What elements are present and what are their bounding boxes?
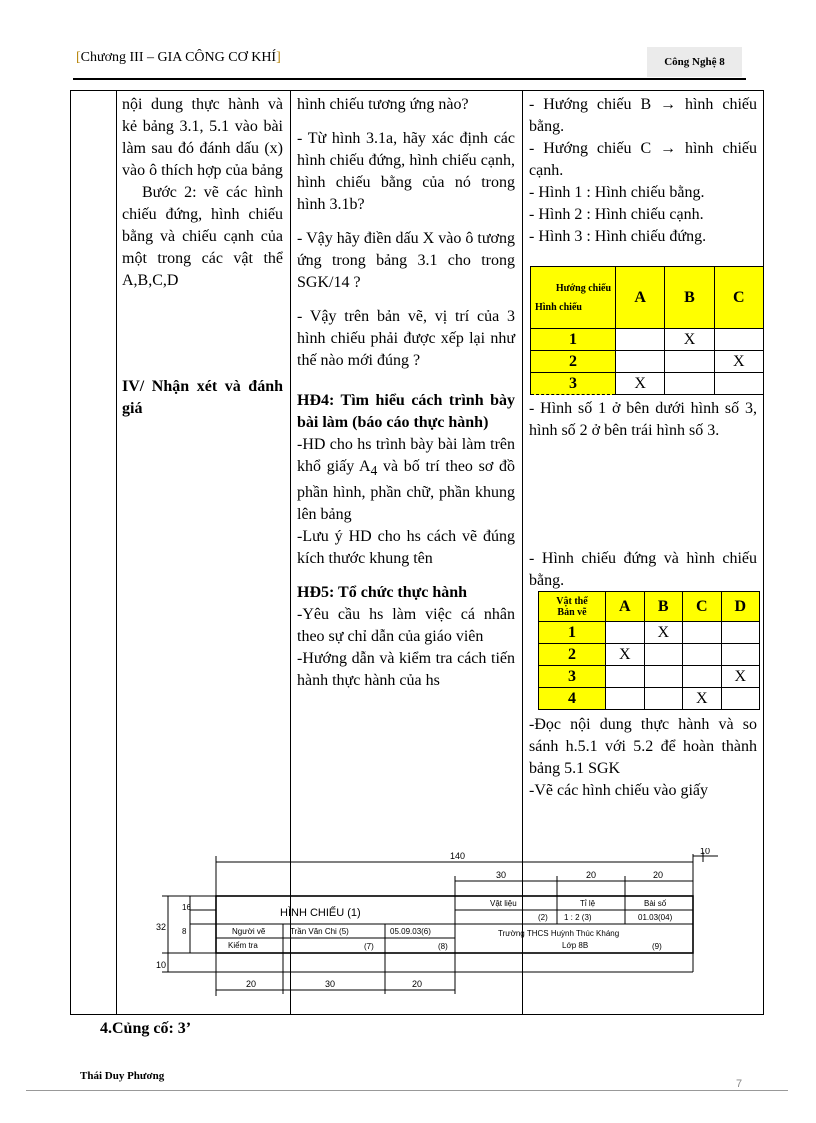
dim-20-b: 20	[653, 870, 664, 880]
object-cell	[683, 644, 722, 666]
dim-16: 16	[182, 903, 191, 912]
scale-value: 1 : 2 (3)	[564, 913, 592, 922]
projection-cell: X	[714, 351, 763, 373]
projection-table-head-top: Hướng chiếu	[555, 282, 611, 294]
chapter-title: Chương III – GIA CÔNG CƠ KHÍ	[80, 50, 277, 65]
object-drawing-table	[538, 591, 760, 710]
projection-row-label: 3	[531, 373, 616, 395]
object-row-label: 2	[539, 644, 606, 666]
projection-cell: X	[665, 329, 714, 351]
dim-30: 30	[496, 870, 507, 880]
projection-table-col-c: C	[714, 267, 763, 329]
dim-20-a: 20	[586, 870, 597, 880]
hd4-title: HĐ4: Tìm hiểu cách trình bày bài làm (báo cáo thực hành)	[297, 392, 515, 431]
bracket-close: ]	[276, 50, 281, 65]
answer-1: - Hướng chiếu B → hình chiếu bằng.	[529, 96, 757, 135]
scale-label: Tỉ lệ	[580, 899, 596, 908]
checked-by-label: Kiểm tra	[228, 941, 258, 950]
footer-rule	[26, 1090, 788, 1091]
exercise-number-label: Bài số	[644, 899, 667, 908]
object-table-head-bottom: Bản vẽ	[557, 606, 587, 618]
chapter-header	[76, 50, 281, 66]
projection-cell	[714, 373, 763, 395]
answer-2: - Hướng chiếu C → hình chiếu cạnh.	[529, 140, 757, 179]
field-2: (2)	[538, 913, 548, 922]
projection-table-head-bottom: Hình chiếu	[535, 301, 582, 313]
object-cell: X	[644, 622, 683, 644]
object-cell	[721, 622, 760, 644]
dim-10: 10	[700, 848, 711, 856]
consolidation-heading: 4.Củng cố: 3’	[100, 1020, 192, 1037]
subject-badge: Công Nghệ 8	[647, 47, 742, 77]
teacher-activity-column	[297, 94, 515, 692]
hd4-line-2: -Lưu ý HD cho hs cách vẽ đúng kích thước khung tên	[297, 528, 515, 568]
object-cell	[644, 688, 683, 710]
class-name: Lớp 8B	[562, 941, 589, 950]
object-cell	[644, 666, 683, 688]
projection-cell	[714, 329, 763, 351]
projection-cell	[616, 351, 665, 373]
object-cell	[644, 644, 683, 666]
dim-10-v: 10	[156, 960, 167, 970]
projection-cell	[665, 351, 714, 373]
hd5-title: HĐ5: Tổ chức thực hành	[297, 584, 468, 602]
object-cell: X	[606, 644, 645, 666]
hd4-line-1-rest: và bố trí theo sơ đồ phần hình, phần chữ, phần khung lên bảng	[297, 458, 515, 524]
field-8: (8)	[438, 942, 448, 951]
projection-cell	[665, 373, 714, 395]
object-cell	[606, 688, 645, 710]
answer-7: - Hình chiếu đứng và hình chiếu bằng.	[529, 550, 757, 589]
projection-cell	[616, 329, 665, 351]
drawn-by-label: Người vẽ	[232, 927, 266, 936]
dim-8: 8	[182, 927, 187, 936]
projection-table	[530, 266, 764, 395]
dim-140: 140	[450, 851, 466, 861]
projection-cell: X	[616, 373, 665, 395]
header-rule	[73, 78, 746, 80]
object-row-label: 4	[539, 688, 606, 710]
content-para-2: Bước 2: vẽ các hình chiếu đứng, hình chiếu bằng và chiếu cạnh của một trong các vật thể A,B,C,D	[122, 184, 283, 289]
paper-size-subscript: 4	[370, 463, 378, 479]
content-para-1: nội dung thực hành và kẻ bảng 3.1, 5.1 vào bài làm sau đó đánh dấu (x) vào ô thích hợp của bảng	[122, 96, 283, 179]
school-name: Trường THCS Huỳnh Thúc Kháng	[498, 929, 620, 938]
object-table-col-d: D	[721, 592, 760, 622]
answer-projections-block	[529, 548, 757, 592]
drawing-date: 05.09.03(6)	[390, 927, 431, 936]
student-activity-column	[529, 94, 757, 248]
field-7: (7)	[364, 942, 374, 951]
projection-row-label: 2	[531, 351, 616, 373]
answer-8: -Đọc nội dung thực hành và so sánh h.5.1 với 5.2 để hoàn thành bảng 5.1 SGK	[529, 716, 757, 777]
object-row-label: 1	[539, 622, 606, 644]
object-table-col-b: B	[644, 592, 683, 622]
page-number: 7	[736, 1078, 743, 1090]
object-table-head-top: Vật thể	[556, 595, 588, 607]
material-label: Vật liệu	[490, 899, 517, 908]
object-row-label: 3	[539, 666, 606, 688]
object-table-header-cell	[539, 592, 606, 622]
question-4: - Vậy trên bản vẽ, vị trí của 3 hình chiếu phải được xếp lại như thế nào mới đúng ?	[297, 308, 515, 369]
answer-9: -Vẽ các hình chiếu vào giấy	[529, 782, 709, 799]
projection-table-col-b: B	[665, 267, 714, 329]
object-cell	[683, 622, 722, 644]
object-cell	[606, 666, 645, 688]
drawn-by-name: Trần Văn Chi (5)	[290, 927, 349, 936]
object-cell	[683, 666, 722, 688]
answer-final-block	[529, 714, 757, 802]
answer-position-block	[529, 398, 757, 442]
bracket-open: [	[76, 50, 81, 65]
question-3: - Vậy hãy điền dấu X vào ô tương ứng trong bảng 3.1 cho trong SGK/14 ?	[297, 230, 515, 291]
answer-4: - Hình 2 : Hình chiếu cạnh.	[529, 206, 704, 223]
object-cell	[721, 688, 760, 710]
dim-20-d: 20	[412, 979, 423, 989]
author-name: Thái Duy Phương	[80, 1070, 165, 1082]
hd5-line-2: -Hướng dẫn và kiểm tra cách tiến hành thực hành của hs	[297, 650, 515, 690]
projection-table-col-a: A	[616, 267, 665, 329]
object-cell: X	[721, 666, 760, 688]
question-1: hình chiếu tương ứng nào?	[297, 96, 469, 113]
section-heading: IV/ Nhận xét và đánh giá	[122, 378, 283, 417]
title-block-drawing	[150, 848, 720, 1003]
title-block-svg	[150, 848, 720, 998]
question-2: - Từ hình 3.1a, hãy xác định các hình chiếu đứng, hình chiếu cạnh, hình chiếu bằng của nó trong hình 3.1b?	[297, 130, 515, 213]
object-table-col-a: A	[606, 592, 645, 622]
content-column	[122, 94, 283, 420]
exercise-number-value: 01.03(04)	[638, 913, 673, 922]
dim-20-c: 20	[246, 979, 257, 989]
hd5-line-1: -Yêu cầu hs làm việc cá nhân theo sự chỉ dẫn của giáo viên	[297, 606, 515, 646]
projection-row-label: 1	[531, 329, 616, 351]
answer-3: - Hình 1 : Hình chiếu bằng.	[529, 184, 705, 201]
column-divider-1	[116, 90, 117, 1015]
object-cell	[721, 644, 760, 666]
answer-5: - Hình 3 : Hình chiếu đứng.	[529, 228, 707, 245]
dim-32: 32	[156, 922, 167, 932]
projection-table-header-cell	[531, 267, 616, 329]
drawing-title: HÌNH CHIẾU (1)	[280, 907, 361, 919]
dim-30-b: 30	[325, 979, 336, 989]
answer-6: - Hình số 1 ở bên dưới hình số 3, hình số 2 ở bên trái hình số 3.	[529, 400, 757, 439]
object-cell	[606, 622, 645, 644]
hd4-line-1	[297, 434, 515, 526]
object-cell: X	[683, 688, 722, 710]
object-table-col-c: C	[683, 592, 722, 622]
hd4-line-1-text: -HD cho hs trình bày bài làm trên khổ giấy A	[297, 436, 515, 475]
field-9: (9)	[652, 942, 662, 951]
